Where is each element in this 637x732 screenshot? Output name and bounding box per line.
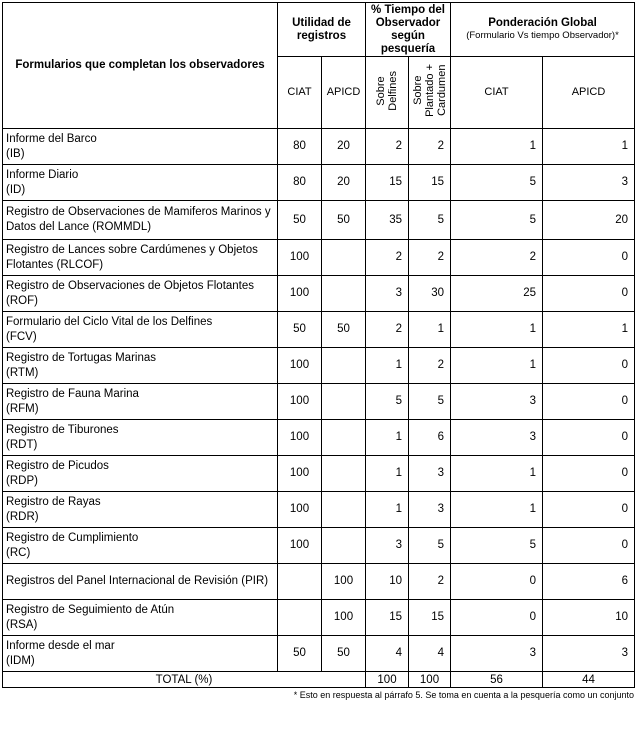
header-forms: Formularios que completan los observadores xyxy=(3,3,278,129)
ponderacion-ciat-cell: 3 xyxy=(451,420,543,456)
header-sobre-delfines: Sobre Delfines xyxy=(366,57,409,129)
utilidad-apicd-cell xyxy=(322,420,366,456)
tiempo-plantado-cell: 2 xyxy=(409,348,451,384)
total-label: TOTAL (%) xyxy=(3,672,366,688)
utilidad-apicd-cell xyxy=(322,348,366,384)
header-ponderacion-ciat: CIAT xyxy=(451,57,543,129)
ponderacion-apicd-cell: 1 xyxy=(543,129,635,165)
tiempo-plantado-cell: 5 xyxy=(409,201,451,240)
tiempo-delfines-cell: 1 xyxy=(366,492,409,528)
form-name: Registro de Picudos xyxy=(6,459,109,472)
footnote: * Esto en respuesta al párrafo 5. Se toma en cuenta a la pesquería como un conjunto xyxy=(293,690,634,700)
utilidad-apicd-cell xyxy=(322,384,366,420)
tiempo-plantado-cell: 3 xyxy=(409,492,451,528)
ponderacion-ciat-cell: 3 xyxy=(451,384,543,420)
form-name-cell xyxy=(3,276,278,312)
form-name: Registro de Fauna Marina xyxy=(6,387,139,400)
ponderacion-ciat-cell: 0 xyxy=(451,600,543,636)
tiempo-delfines-cell: 5 xyxy=(366,384,409,420)
utilidad-apicd-cell: 20 xyxy=(322,129,366,165)
utilidad-ciat-cell xyxy=(278,564,322,600)
utilidad-ciat-cell: 100 xyxy=(278,276,322,312)
utilidad-ciat-cell: 100 xyxy=(278,456,322,492)
form-name: Informe Diario xyxy=(6,168,79,181)
form-name: Informe del Barco xyxy=(6,132,97,145)
table-row xyxy=(3,348,635,384)
tiempo-delfines-cell: 10 xyxy=(366,564,409,600)
tiempo-plantado-cell: 2 xyxy=(409,129,451,165)
form-name: Registro de Tortugas Marinas xyxy=(6,351,156,364)
form-code: (RSA) xyxy=(6,618,38,631)
form-name: Registros del Panel Internacional de Revisión (PIR) xyxy=(6,575,269,587)
ponderacion-ciat-cell: 5 xyxy=(451,201,543,240)
form-code: (ID) xyxy=(6,183,26,196)
tiempo-plantado-cell: 2 xyxy=(409,240,451,276)
ponderacion-ciat-cell: 5 xyxy=(451,165,543,201)
tiempo-plantado-cell: 15 xyxy=(409,600,451,636)
ponderacion-apicd-cell: 0 xyxy=(543,492,635,528)
table-row xyxy=(3,420,635,456)
ponderacion-ciat-cell: 1 xyxy=(451,492,543,528)
ponderacion-ciat-cell: 5 xyxy=(451,528,543,564)
tiempo-delfines-cell: 3 xyxy=(366,276,409,312)
ponderacion-apicd-cell: 3 xyxy=(543,636,635,672)
forms-table xyxy=(2,2,635,688)
ponderacion-ciat-cell: 2 xyxy=(451,240,543,276)
form-name-cell xyxy=(3,528,278,564)
form-name: Registro de Observaciones de Mamiferos Marinos y Datos del Lance (ROMMDL) xyxy=(6,206,271,233)
table-row xyxy=(3,240,635,276)
form-name-cell xyxy=(3,492,278,528)
utilidad-apicd-cell xyxy=(322,240,366,276)
ponderacion-apicd-cell: 20 xyxy=(543,201,635,240)
utilidad-apicd-cell: 50 xyxy=(322,312,366,348)
table-row xyxy=(3,384,635,420)
table-row xyxy=(3,600,635,636)
utilidad-ciat-cell xyxy=(278,600,322,636)
tiempo-delfines-cell: 1 xyxy=(366,456,409,492)
utilidad-ciat-cell: 100 xyxy=(278,528,322,564)
table-row xyxy=(3,636,635,672)
tiempo-plantado-cell: 1 xyxy=(409,312,451,348)
total-row xyxy=(3,672,635,688)
tiempo-delfines-cell: 1 xyxy=(366,420,409,456)
tiempo-delfines-cell: 2 xyxy=(366,240,409,276)
form-name: Registro de Rayas xyxy=(6,495,101,508)
utilidad-apicd-cell: 50 xyxy=(322,201,366,240)
tiempo-plantado-cell: 5 xyxy=(409,528,451,564)
form-name: Informe desde el mar xyxy=(6,639,115,652)
form-name: Registro de Observaciones de Objetos Flotantes (ROF) xyxy=(6,279,255,307)
ponderacion-apicd-cell: 0 xyxy=(543,528,635,564)
utilidad-ciat-cell: 100 xyxy=(278,420,322,456)
form-code: (IDM) xyxy=(6,654,35,667)
utilidad-ciat-cell: 100 xyxy=(278,492,322,528)
form-code: (FCV) xyxy=(6,330,37,343)
ponderacion-ciat-cell: 1 xyxy=(451,456,543,492)
tiempo-plantado-cell: 30 xyxy=(409,276,451,312)
form-code: (RTM) xyxy=(6,366,39,379)
table-row xyxy=(3,312,635,348)
header-utilidad-apicd: APICD xyxy=(322,57,366,129)
form-code: (RC) xyxy=(6,546,31,559)
table-row xyxy=(3,456,635,492)
header-ponderacion: Ponderación Global (Formulario Vs tiempo Observador)* xyxy=(451,3,635,57)
header-sobre-plantado: Sobre Plantado + Cardumen xyxy=(409,57,451,129)
form-code: (RDT) xyxy=(6,438,38,451)
ponderacion-apicd-cell: 3 xyxy=(543,165,635,201)
tiempo-plantado-cell: 5 xyxy=(409,384,451,420)
utilidad-apicd-cell xyxy=(322,456,366,492)
ponderacion-ciat-cell: 0 xyxy=(451,564,543,600)
utilidad-ciat-cell: 50 xyxy=(278,636,322,672)
ponderacion-apicd-cell: 1 xyxy=(543,312,635,348)
form-name: Registro de Cumplimiento xyxy=(6,531,139,544)
total-ponderacion-apicd: 44 xyxy=(543,672,635,688)
form-code: (RFM) xyxy=(6,402,39,415)
form-name-cell xyxy=(3,420,278,456)
ponderacion-ciat-cell: 1 xyxy=(451,348,543,384)
form-name-cell xyxy=(3,201,278,240)
tiempo-delfines-cell: 1 xyxy=(366,348,409,384)
utilidad-apicd-cell xyxy=(322,528,366,564)
tiempo-delfines-cell: 2 xyxy=(366,129,409,165)
tiempo-plantado-cell: 6 xyxy=(409,420,451,456)
utilidad-ciat-cell: 50 xyxy=(278,201,322,240)
ponderacion-apicd-cell: 0 xyxy=(543,384,635,420)
form-name-cell xyxy=(3,384,278,420)
tiempo-delfines-cell: 3 xyxy=(366,528,409,564)
form-name-cell xyxy=(3,456,278,492)
utilidad-ciat-cell: 100 xyxy=(278,348,322,384)
table-row xyxy=(3,528,635,564)
ponderacion-apicd-cell: 0 xyxy=(543,420,635,456)
header-ponderacion-apicd: APICD xyxy=(543,57,635,129)
tiempo-delfines-cell: 35 xyxy=(366,201,409,240)
table-row xyxy=(3,492,635,528)
ponderacion-apicd-cell: 0 xyxy=(543,276,635,312)
utilidad-ciat-cell: 100 xyxy=(278,384,322,420)
utilidad-apicd-cell: 100 xyxy=(322,600,366,636)
form-name: Registro de Lances sobre Cardúmenes y Objetos Flotantes (RLCOF) xyxy=(6,243,258,271)
header-utilidad-ciat: CIAT xyxy=(278,57,322,129)
utilidad-ciat-cell: 80 xyxy=(278,165,322,201)
ponderacion-ciat-cell: 25 xyxy=(451,276,543,312)
form-name: Formulario del Ciclo Vital de los Delfines xyxy=(6,315,213,328)
utilidad-apicd-cell: 100 xyxy=(322,564,366,600)
total-ponderacion-ciat: 56 xyxy=(451,672,543,688)
tiempo-plantado-cell: 4 xyxy=(409,636,451,672)
tiempo-delfines-cell: 2 xyxy=(366,312,409,348)
document xyxy=(2,2,635,701)
tiempo-plantado-cell: 2 xyxy=(409,564,451,600)
tiempo-delfines-cell: 15 xyxy=(366,600,409,636)
utilidad-ciat-cell: 80 xyxy=(278,129,322,165)
form-code: (RDP) xyxy=(6,474,38,487)
tiempo-delfines-cell: 15 xyxy=(366,165,409,201)
utilidad-apicd-cell xyxy=(322,492,366,528)
ponderacion-apicd-cell: 0 xyxy=(543,348,635,384)
ponderacion-ciat-cell: 1 xyxy=(451,312,543,348)
ponderacion-apicd-cell: 6 xyxy=(543,564,635,600)
table-row xyxy=(3,201,635,240)
form-name-cell xyxy=(3,348,278,384)
utilidad-ciat-cell: 50 xyxy=(278,312,322,348)
total-tiempo-delfines: 100 xyxy=(366,672,409,688)
total-tiempo-plantado: 100 xyxy=(409,672,451,688)
utilidad-apicd-cell xyxy=(322,276,366,312)
utilidad-apicd-cell: 50 xyxy=(322,636,366,672)
ponderacion-apicd-cell: 0 xyxy=(543,240,635,276)
table-row xyxy=(3,165,635,201)
utilidad-ciat-cell: 100 xyxy=(278,240,322,276)
form-name-cell xyxy=(3,312,278,348)
tiempo-delfines-cell: 4 xyxy=(366,636,409,672)
form-name-cell xyxy=(3,636,278,672)
tiempo-plantado-cell: 3 xyxy=(409,456,451,492)
tiempo-plantado-cell: 15 xyxy=(409,165,451,201)
header-tiempo: % Tiempo del Observador según pesquería xyxy=(366,3,451,57)
ponderacion-ciat-cell: 1 xyxy=(451,129,543,165)
utilidad-apicd-cell: 20 xyxy=(322,165,366,201)
table-row xyxy=(3,276,635,312)
form-name: Registro de Seguimiento de Atún xyxy=(6,603,175,616)
form-name-cell xyxy=(3,240,278,276)
ponderacion-apicd-cell: 10 xyxy=(543,600,635,636)
ponderacion-apicd-cell: 0 xyxy=(543,456,635,492)
form-code: (RDR) xyxy=(6,510,39,523)
ponderacion-ciat-cell: 3 xyxy=(451,636,543,672)
table-row xyxy=(3,564,635,600)
form-name-cell xyxy=(3,564,278,600)
form-name-cell xyxy=(3,165,278,201)
form-code: (IB) xyxy=(6,147,25,160)
table-row xyxy=(3,129,635,165)
form-name-cell xyxy=(3,600,278,636)
header-utilidad: Utilidad de registros xyxy=(278,3,366,57)
form-name-cell xyxy=(3,129,278,165)
form-name: Registro de Tiburones xyxy=(6,423,119,436)
